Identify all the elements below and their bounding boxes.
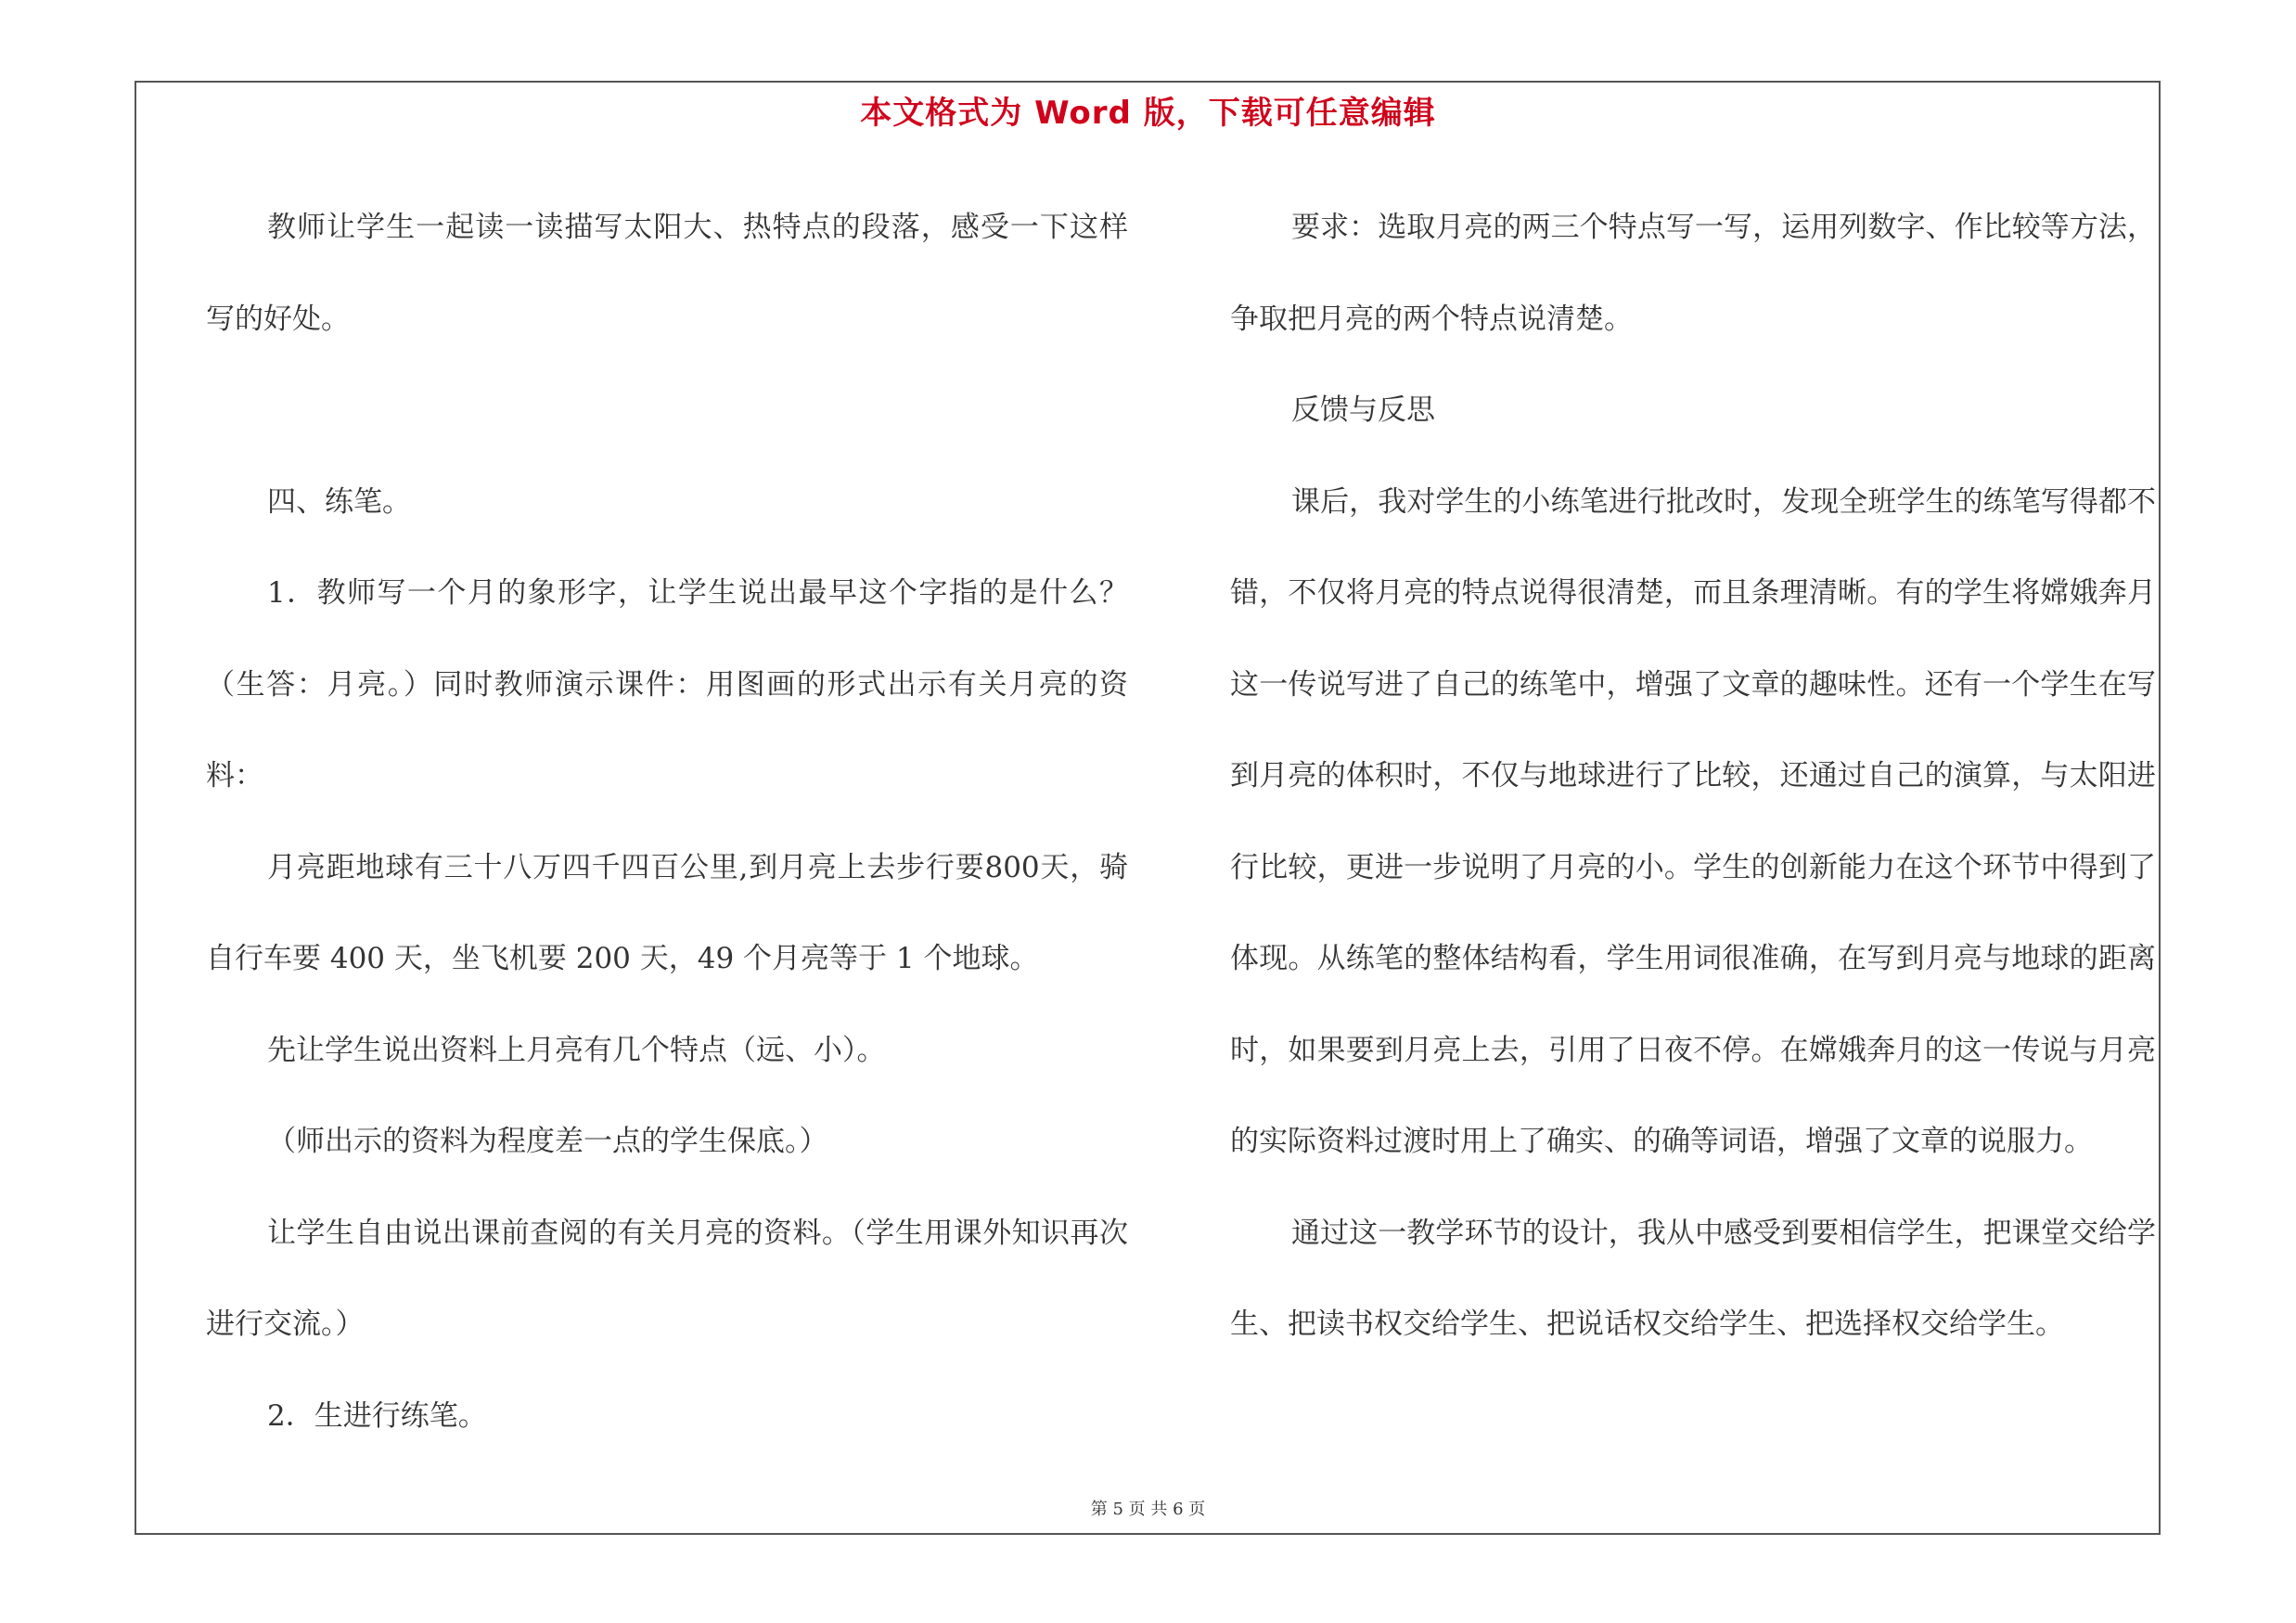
section-heading: 反馈与反思 [1291,393,1435,427]
paragraph: 要求：选取月亮的两三个特点写一写，运用列数字、作比较等方法，争取把月亮的两个特点说清楚。 [1230,211,2156,336]
paragraph: 月亮距地球有三十八万四千四百公里,到月亮上去步行要800天，骑自行车要 400 天，坐飞机要 200 天，49 个月亮等于 1 个地球。 [206,850,1128,975]
left-column [206,182,1128,1462]
paragraph: 先让学生说出资料上月亮有几个特点（远、小）。 [267,1033,886,1067]
paragraph: 2．生进行练笔。 [267,1398,487,1433]
right-column [1230,182,2156,1371]
format-banner: 本文格式为 Word 版，下载可任意编辑 [860,95,1436,132]
paragraph: 1．教师写一个月的象形字，让学生说出最早这个字指的是什么？（生答：月亮。）同时教师演示课件：用图画的形式出示有关月亮的资料： [206,576,1128,792]
paragraph: （师出示的资料为程度差一点的学生保底。） [267,1125,828,1158]
paragraph: 课后，我对学生的小练笔进行批改时，发现全班学生的练笔写得都不错，不仅将月亮的特点说得很清楚，而且条理清晰。有的学生将嫦娥奔月这一传说写进了自己的练笔中，增强了文章的趣味性。还有一个学生在写到月亮的体积时，不仅与地球进行了比较，还通过自己的演算，与太阳进行比较，更进一步说明了月亮的小。学生的创新能力在这个环节中得到了体现。从练笔的整体结构看，学生用词很准确，在写到月亮与地球的距离时，如果要到月亮上去，引用了日夜不停。在嫦娥奔月的这一传说与月亮的实际资料过渡时用上了确实、的确等词语，增强了文章的说服力。 [1230,484,2156,1158]
page-number: 第 5 页 共 6 页 [1090,1500,1206,1519]
paragraph: 让学生自由说出课前查阅的有关月亮的资料。（学生用课外知识再次进行交流。） [206,1216,1128,1341]
paragraph: 通过这一教学环节的设计，我从中感受到要相信学生，把课堂交给学生、把读书权交给学生、把说话权交给学生、把选择权交给学生。 [1230,1216,2156,1341]
section-heading: 四、练笔。 [267,484,411,519]
paragraph: 教师让学生一起读一读描写太阳大、热特点的段落，感受一下这样写的好处。 [206,211,1128,336]
